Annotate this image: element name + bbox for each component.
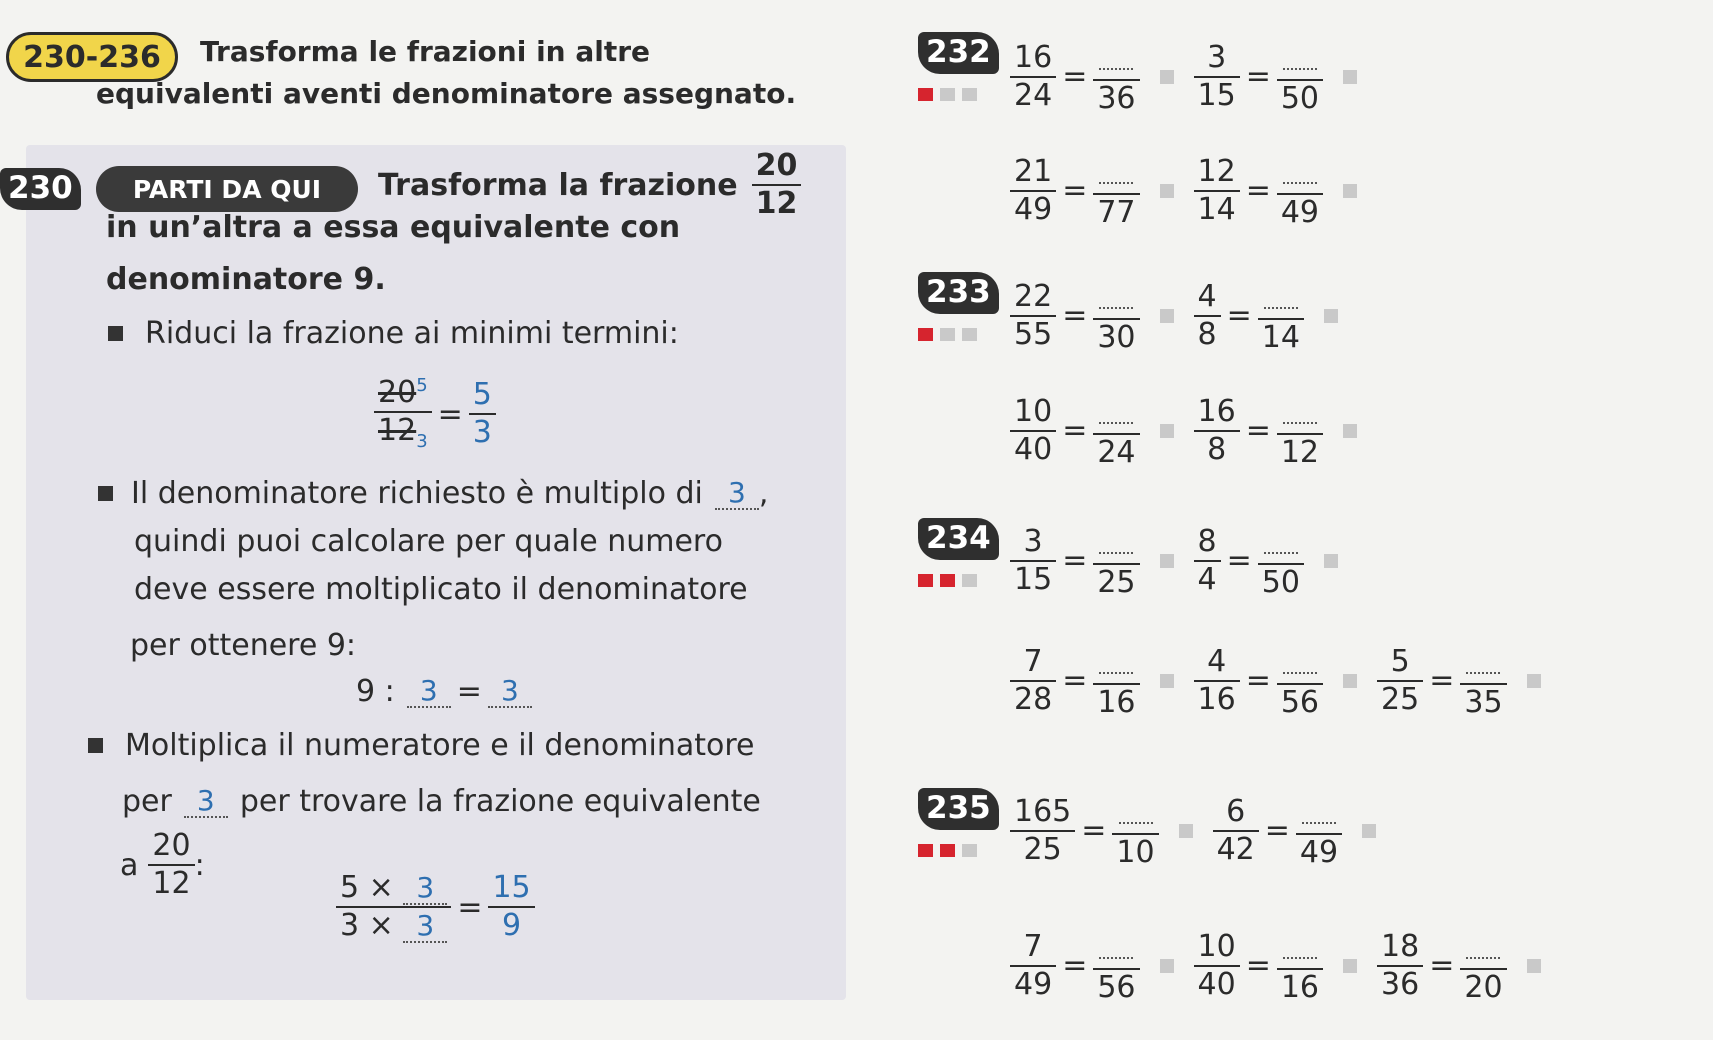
step2-line4: per ottenere 9: <box>130 628 357 663</box>
step3-text: Moltiplica il numeratore e il denominatore <box>125 728 755 763</box>
denominator: 30 <box>1097 320 1136 355</box>
target-fraction <box>1277 150 1323 231</box>
denominator: 16 <box>1197 681 1236 717</box>
final-result <box>488 870 534 944</box>
check-square-icon <box>1160 674 1174 688</box>
exercise-number-234: 234 <box>918 518 999 560</box>
start-here-tag: PARTI DA QUI <box>96 166 358 212</box>
step2-comma: , <box>758 476 769 511</box>
numerator-blank[interactable] <box>1260 275 1302 318</box>
target-fraction <box>1093 640 1139 721</box>
denominator: 36 <box>1381 966 1420 1002</box>
step3-line3 <box>120 828 205 902</box>
check-square-icon <box>1160 554 1174 568</box>
step2-answer[interactable]: 3 <box>715 478 759 510</box>
difficulty-square <box>918 574 933 587</box>
denominator: 20 <box>1464 970 1503 1005</box>
target-fraction <box>1093 520 1139 601</box>
step1 <box>108 316 679 351</box>
given-fraction <box>1010 929 1056 1003</box>
numerator: 5 <box>472 377 492 412</box>
numerator-blank[interactable] <box>1279 150 1321 193</box>
numerator: 3 <box>1207 39 1227 75</box>
denominator: 24 <box>1097 435 1136 470</box>
step1-text: Riduci la frazione ai minimi termini: <box>145 316 679 351</box>
numerator: 7 <box>1023 643 1043 679</box>
difficulty-square <box>918 844 933 857</box>
exercise-row <box>1010 790 1396 871</box>
exercise-row <box>1010 925 1561 1006</box>
denominator: 49 <box>1280 195 1320 230</box>
denominator: 50 <box>1280 81 1320 116</box>
difficulty-indicator <box>918 328 977 341</box>
target-fraction <box>1112 790 1158 871</box>
difficulty-square <box>940 574 955 587</box>
denominator: 12 <box>1280 435 1320 470</box>
equals-sign: = <box>456 674 482 709</box>
equals-sign: = <box>1062 663 1088 698</box>
denominator: 8 <box>1197 316 1217 352</box>
numerator-blank[interactable] <box>1095 275 1137 318</box>
denominator: 25 <box>1097 565 1136 600</box>
equals-sign: = <box>1245 173 1271 208</box>
given-fraction <box>1194 40 1240 114</box>
check-square-icon <box>1343 70 1357 84</box>
target-fraction <box>1277 36 1323 117</box>
denominator: 16 <box>1280 970 1320 1005</box>
given-fraction <box>1010 644 1056 718</box>
check-square-icon <box>1160 959 1174 973</box>
division-answer2[interactable]: 3 <box>488 676 532 708</box>
bullet-icon <box>88 738 103 753</box>
numerator-blank[interactable] <box>1095 150 1137 193</box>
denominator: 50 <box>1261 565 1300 600</box>
step2 <box>98 476 768 511</box>
given-fraction <box>1010 794 1075 868</box>
final-calc: $\frac{5 \times 3}{3 \times 3}$ = $\frac{15}{9}$ <box>336 870 535 944</box>
exercise-number-233: 233 <box>918 272 999 314</box>
difficulty-square <box>962 574 977 587</box>
denominator: 15 <box>1197 77 1236 113</box>
numerator-blank[interactable] <box>1095 520 1137 563</box>
equals-sign: = <box>1062 948 1088 983</box>
difficulty-square <box>940 844 955 857</box>
target-fraction <box>1258 275 1304 356</box>
numerator: 16 <box>1197 393 1236 429</box>
numerator: 21 <box>1014 153 1053 189</box>
difficulty-square <box>962 844 977 857</box>
denominator: 14 <box>1261 320 1300 355</box>
denominator: 56 <box>1280 685 1320 720</box>
numerator: 4 <box>1207 643 1227 679</box>
equals-sign: = <box>1264 813 1290 848</box>
step2-text: Il denominatore richiesto è multiplo di <box>131 476 703 511</box>
exercise-number-232: 232 <box>918 32 999 74</box>
given-fraction <box>1194 154 1240 228</box>
given-fraction <box>1194 524 1221 598</box>
target-fraction <box>1460 925 1506 1006</box>
denominator: 49 <box>1014 966 1053 1002</box>
division-answer1[interactable]: 3 <box>407 676 451 708</box>
equals-sign: = <box>1081 813 1107 848</box>
target-fraction <box>1093 36 1139 117</box>
target-fraction <box>1093 150 1139 231</box>
numerator: 22 <box>1014 278 1053 314</box>
check-square-icon <box>1160 184 1174 198</box>
denominator: 56 <box>1097 970 1136 1005</box>
check-square-icon <box>1160 424 1174 438</box>
equals-sign: = <box>1429 663 1455 698</box>
denominator: 14 <box>1197 191 1236 227</box>
denominator: 15 <box>1014 561 1053 597</box>
check-square-icon <box>1362 824 1376 838</box>
bullet-icon <box>98 486 113 501</box>
given-fraction <box>1194 929 1240 1003</box>
equals-sign: = <box>1226 298 1252 333</box>
numerator-blank[interactable] <box>1279 925 1321 968</box>
ex230-intro-text: Trasforma la frazione <box>378 167 738 203</box>
exercise-row <box>1010 390 1377 471</box>
numerator: 4 <box>1197 278 1217 314</box>
denominator: 25 <box>1023 831 1062 867</box>
exercise-row <box>1010 36 1377 117</box>
given-fraction <box>1377 929 1423 1003</box>
check-square-icon <box>1343 184 1357 198</box>
step3-line2 <box>122 784 761 819</box>
numerator: 15 <box>492 870 531 905</box>
denominator: $12_3$ <box>378 413 428 452</box>
difficulty-square <box>918 88 933 101</box>
step3-fraction <box>148 828 194 902</box>
step3-answer[interactable]: 3 <box>184 786 228 818</box>
bullet-icon <box>108 326 123 341</box>
check-square-icon <box>1343 959 1357 973</box>
check-square-icon <box>1179 824 1193 838</box>
numerator-blank[interactable] <box>1095 925 1137 968</box>
difficulty-square <box>962 88 977 101</box>
denominator: 8 <box>1207 431 1227 467</box>
numerator-blank[interactable] <box>1115 790 1157 833</box>
check-square-icon <box>1160 70 1174 84</box>
denominator: 42 <box>1216 831 1255 867</box>
denominator: 55 <box>1014 316 1053 352</box>
denominator: 10 <box>1116 835 1155 870</box>
exercise-row <box>1010 640 1561 721</box>
check-square-icon <box>1160 309 1174 323</box>
numerator: 20 <box>755 148 798 183</box>
exercise-number-230: 230 <box>0 168 81 210</box>
numerator: 12 <box>1197 153 1236 189</box>
denominator: 12 <box>755 186 798 221</box>
step1-result <box>469 377 496 451</box>
denominator: 9 <box>502 908 522 943</box>
check-square-icon <box>1324 309 1338 323</box>
numerator: 10 <box>1197 928 1236 964</box>
given-fraction <box>1010 394 1056 468</box>
denominator: 4 <box>1197 561 1217 597</box>
exercise-row <box>1010 275 1358 356</box>
denominator: 36 <box>1097 81 1136 116</box>
equals-sign: = <box>1062 59 1088 94</box>
check-square-icon <box>1343 674 1357 688</box>
numerator: $20^5$ <box>378 375 428 410</box>
division-left: 9 : <box>356 674 395 709</box>
numerator: 6 <box>1226 793 1246 829</box>
check-square-icon <box>1343 424 1357 438</box>
given-fraction <box>1010 279 1056 353</box>
denominator: 25 <box>1381 681 1420 717</box>
target-fraction <box>1258 520 1304 601</box>
division <box>356 674 532 709</box>
numerator: 18 <box>1381 928 1420 964</box>
exercise-row <box>1010 520 1358 601</box>
given-fraction <box>1010 524 1056 598</box>
numerator: 5 × 3 <box>336 870 451 906</box>
equals-sign: = <box>1245 413 1271 448</box>
equals-sign: = <box>1245 948 1271 983</box>
given-fraction <box>1194 279 1221 353</box>
equals-sign: = <box>1226 543 1252 578</box>
numerator-blank[interactable] <box>1298 790 1340 833</box>
numerator: 3 <box>1023 523 1043 559</box>
difficulty-square <box>918 328 933 341</box>
difficulty-square <box>962 328 977 341</box>
numerator-blank[interactable] <box>1095 390 1137 433</box>
numerator-blank[interactable] <box>1279 36 1321 79</box>
numerator-blank[interactable] <box>1462 925 1504 968</box>
numerator-blank[interactable] <box>1260 520 1302 563</box>
colon: : <box>194 847 205 883</box>
target-fraction <box>1296 790 1342 871</box>
given-fraction <box>1194 394 1240 468</box>
denominator: 40 <box>1197 966 1236 1002</box>
target-fraction <box>1277 390 1323 471</box>
step3-per: per <box>122 784 172 819</box>
equals-sign: = <box>1245 663 1271 698</box>
numerator: 5 <box>1390 643 1410 679</box>
numerator-blank[interactable] <box>1279 640 1321 683</box>
numerator-blank[interactable] <box>1279 390 1321 433</box>
given-fraction <box>1010 40 1056 114</box>
difficulty-square <box>940 88 955 101</box>
target-fraction <box>1093 925 1139 1006</box>
numerator-blank[interactable] <box>1095 640 1137 683</box>
check-square-icon <box>1527 959 1541 973</box>
step1-fraction <box>374 368 432 460</box>
step3 <box>88 728 755 763</box>
denominator: 3 <box>472 415 492 450</box>
target-fraction <box>1460 640 1506 721</box>
ex230-intro-line2: in un’altra a essa equivalente con <box>106 210 681 245</box>
numerator: 165 <box>1014 793 1072 829</box>
exercise-row <box>1010 150 1377 231</box>
target-fraction <box>1093 275 1139 356</box>
target-fraction <box>1277 925 1323 1006</box>
target-fraction <box>1277 640 1323 721</box>
difficulty-indicator <box>918 88 977 101</box>
denominator: 49 <box>1014 191 1053 227</box>
numerator: 16 <box>1014 39 1053 75</box>
denominator: 24 <box>1014 77 1053 113</box>
given-fraction <box>1377 644 1423 718</box>
denominator: 49 <box>1299 835 1339 870</box>
ex230-intro-line3: denominatore 9. <box>106 262 386 297</box>
difficulty-indicator <box>918 844 977 857</box>
denominator: 28 <box>1014 681 1053 717</box>
equals-sign: = <box>1429 948 1455 983</box>
equals-sign: = <box>1062 173 1088 208</box>
equals-sign: = <box>1062 543 1088 578</box>
given-fraction <box>1213 794 1259 868</box>
step3-a: a <box>120 847 139 883</box>
given-fraction <box>1010 154 1056 228</box>
difficulty-square <box>940 328 955 341</box>
target-fraction <box>1093 390 1139 471</box>
denominator: 40 <box>1014 431 1053 467</box>
numerator-blank[interactable] <box>1462 640 1504 683</box>
denominator: 77 <box>1097 195 1136 230</box>
exercise-range-badge: 230-236 <box>6 32 178 82</box>
equals-sign: = <box>1245 59 1271 94</box>
final-product <box>336 870 451 944</box>
equals-sign: = <box>1062 298 1088 333</box>
denominator: 35 <box>1464 685 1503 720</box>
numerator: 10 <box>1014 393 1053 429</box>
denominator: 3 × 3 <box>336 908 451 944</box>
equals-sign: = <box>1062 413 1088 448</box>
numerator: 7 <box>1023 928 1043 964</box>
denominator: 12 <box>152 866 191 901</box>
instruction-title-line2: equivalenti aventi denominatore assegnato. <box>96 77 797 110</box>
given-fraction <box>1194 644 1240 718</box>
numerator: 20 <box>152 828 191 863</box>
step2-line2: quindi puoi calcolare per quale numero <box>134 524 723 559</box>
difficulty-indicator <box>918 574 977 587</box>
check-square-icon <box>1324 554 1338 568</box>
ex230-fraction <box>752 148 802 222</box>
numerator: 8 <box>1197 523 1217 559</box>
check-square-icon <box>1527 674 1541 688</box>
exercise-number-235: 235 <box>918 788 999 830</box>
numerator-blank[interactable] <box>1095 36 1137 79</box>
step2-line3: deve essere moltiplicato il denominatore <box>134 572 748 607</box>
step1-reduction: $\frac{20^5}{12_3}$ = $\frac{5}{3}$ <box>374 368 496 460</box>
denominator: 16 <box>1097 685 1136 720</box>
instruction-title-line1: Trasforma le frazioni in altre <box>200 35 651 68</box>
step3-rest: per trovare la frazione equivalente <box>239 784 761 819</box>
